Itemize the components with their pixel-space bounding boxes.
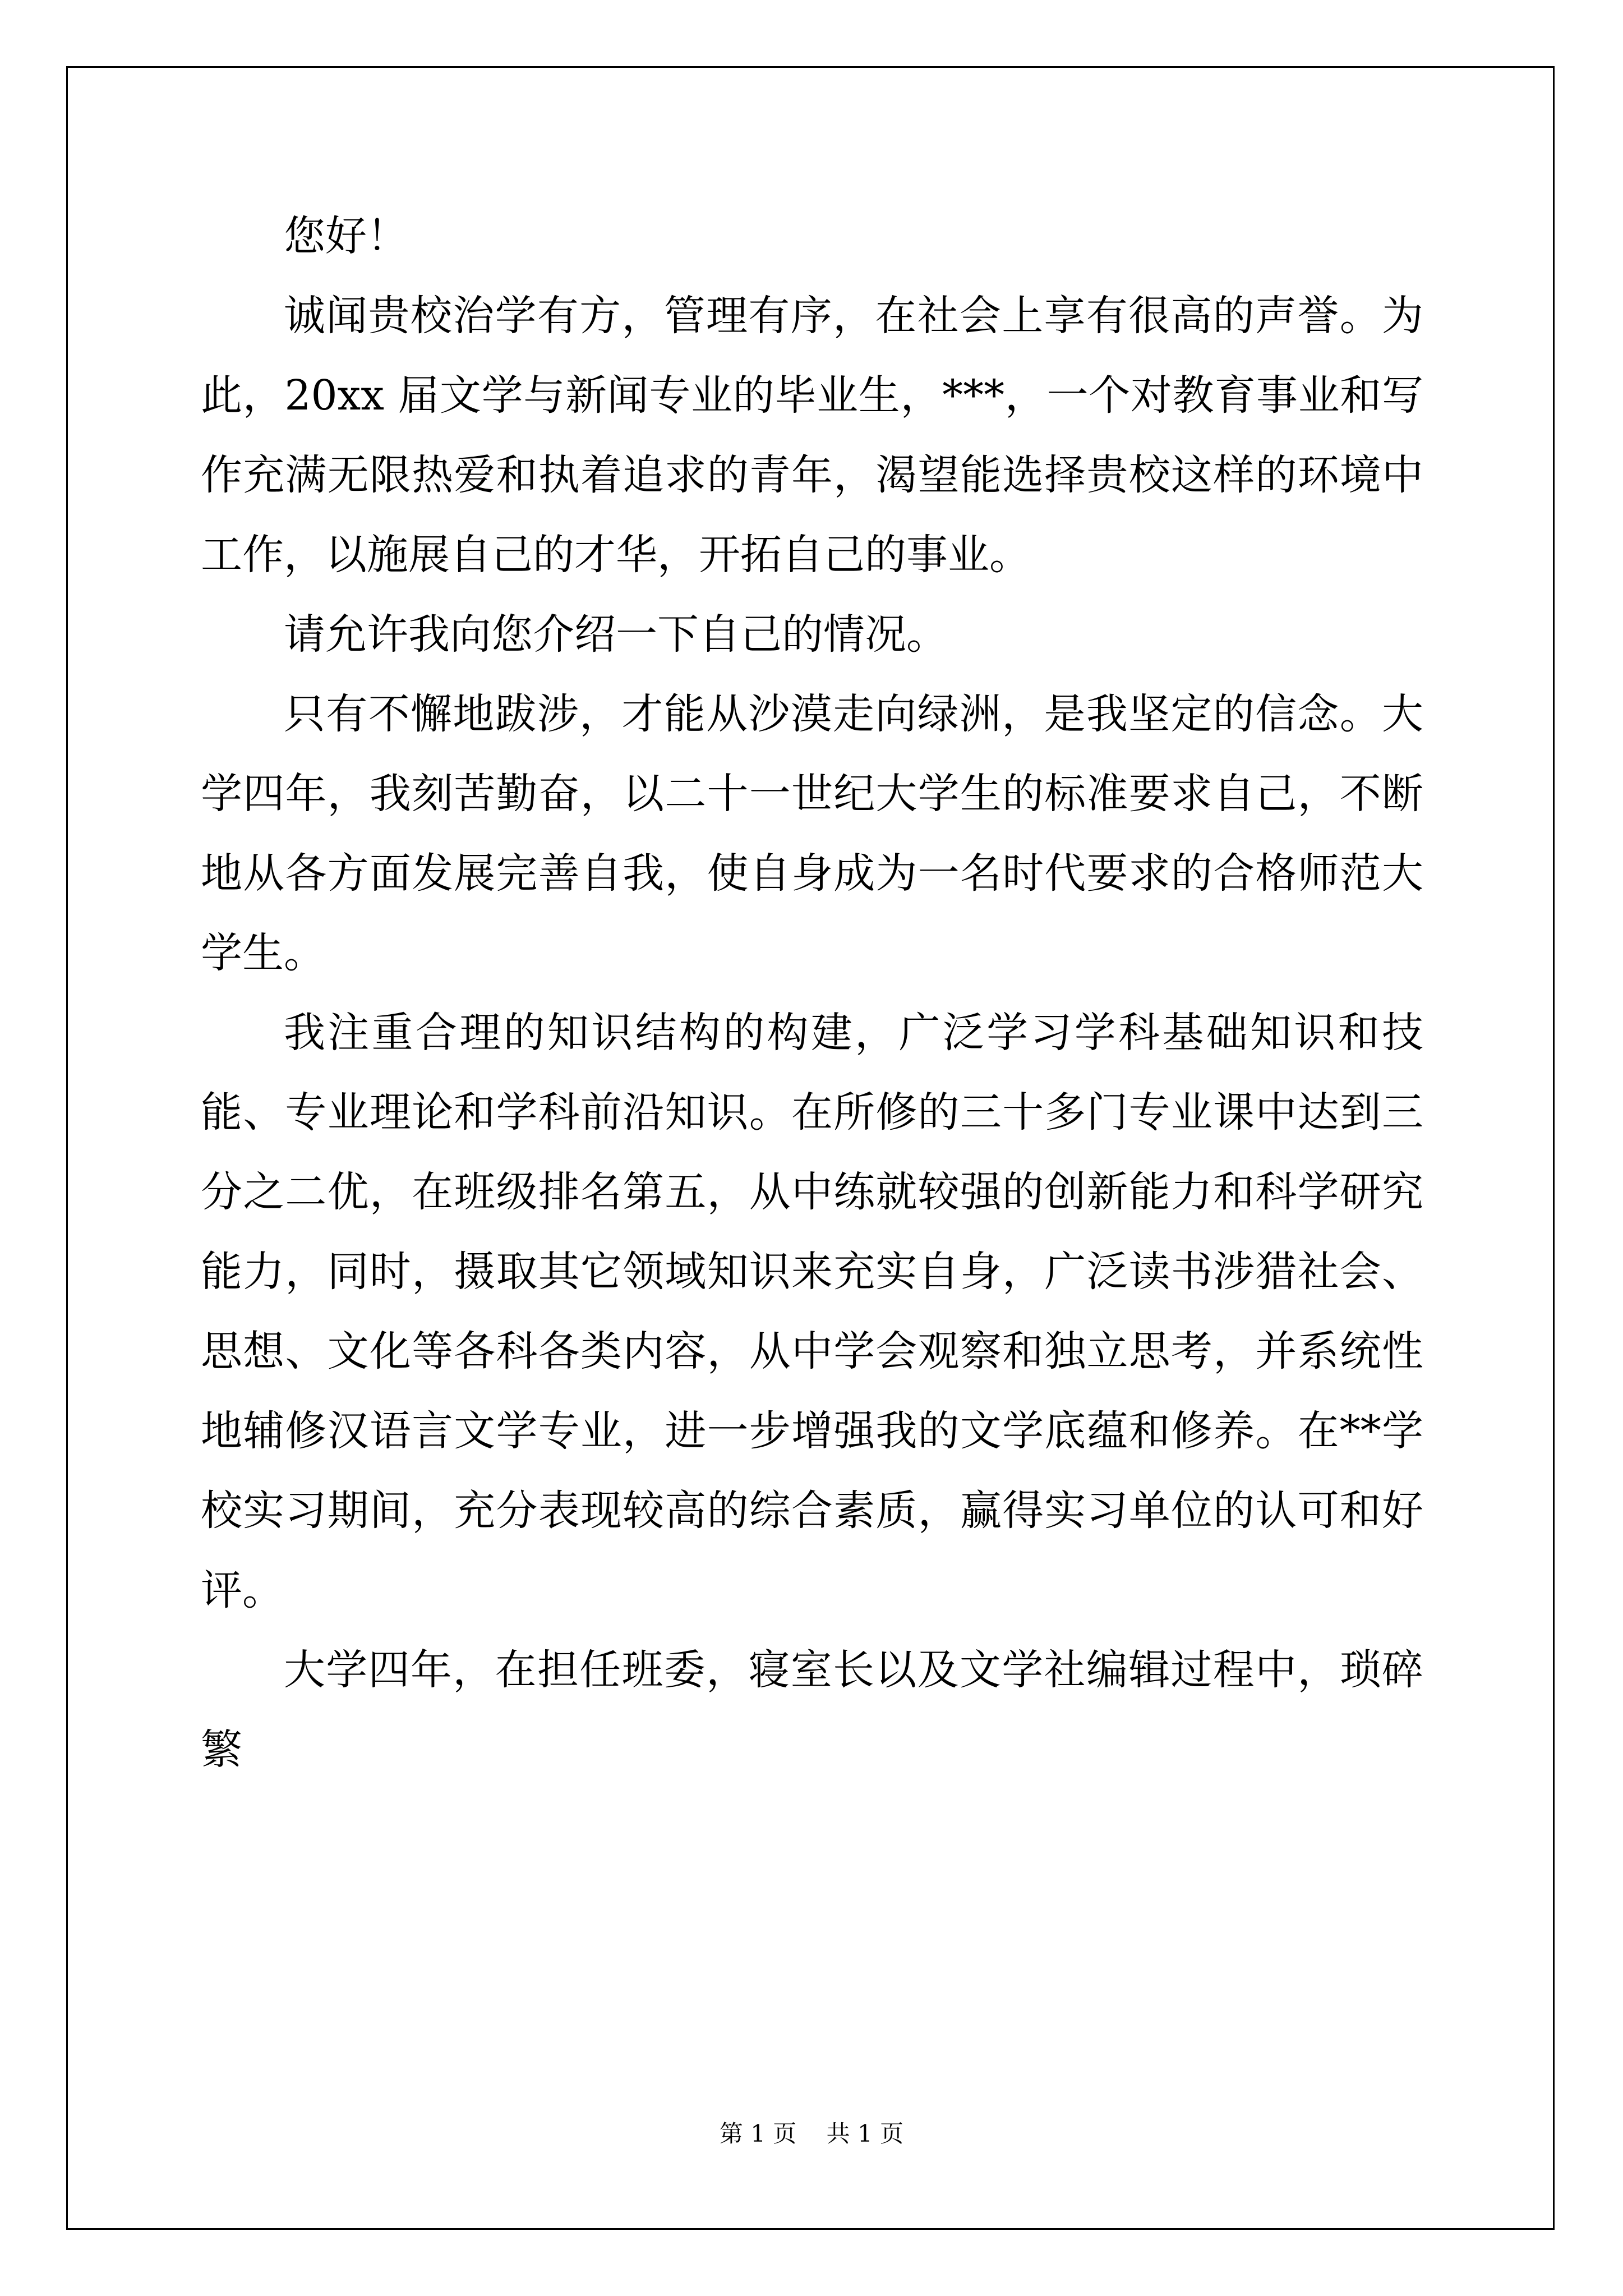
page-footer — [0, 2117, 1623, 2151]
paragraph-experience: 大学四年，在担任班委，寝室长以及文学社编辑过程中，琐碎繁 — [201, 1646, 1423, 1774]
greeting-paragraph: 您好！ — [284, 212, 408, 260]
paragraph-request: 请允许我向您介绍一下自己的情况。 — [284, 610, 948, 659]
document-body — [201, 196, 1423, 1789]
page-total: 共 1 页 — [826, 2120, 904, 2147]
paragraph-belief: 只有不懈地跋涉，才能从沙漠走向绿洲，是我坚定的信念。大学四年，我刻苦勤奋，以二十一世纪大学生的标准要求自己，不断地从各方面发展完善自我，使自身成为一名时代要求的合格师范大学生。 — [201, 690, 1423, 977]
paragraph-knowledge: 我注重合理的知识结构的构建，广泛学习学科基础知识和技能、专业理论和学科前沿知识。在所修的三十多门专业课中达到三分之二优，在班级排名第五，从中练就较强的创新能力和科学研究能力，同时，摄取其它领域知识来充实自身，广泛读书涉猎社会、思想、文化等各科各类内容，从中学会观察和独立思考，并系统性地辅修汉语言文学专业，进一步增强我的文学底蕴和修养。在**学校实习期间，充分表现较高的综合素质，赢得实习单位的认可和好评。 — [201, 1009, 1423, 1614]
page-number: 第 1 页 — [719, 2120, 797, 2147]
paragraph-intro: 诚闻贵校治学有方，管理有序，在社会上享有很高的声誉。为此，20xx 届文学与新闻专业的毕业生，***，一个对教育事业和写作充满无限热爱和执着追求的青年，渴望能选择贵校这样的环境中工作，以施展自己的才华，开拓自己的事业。 — [201, 292, 1423, 579]
